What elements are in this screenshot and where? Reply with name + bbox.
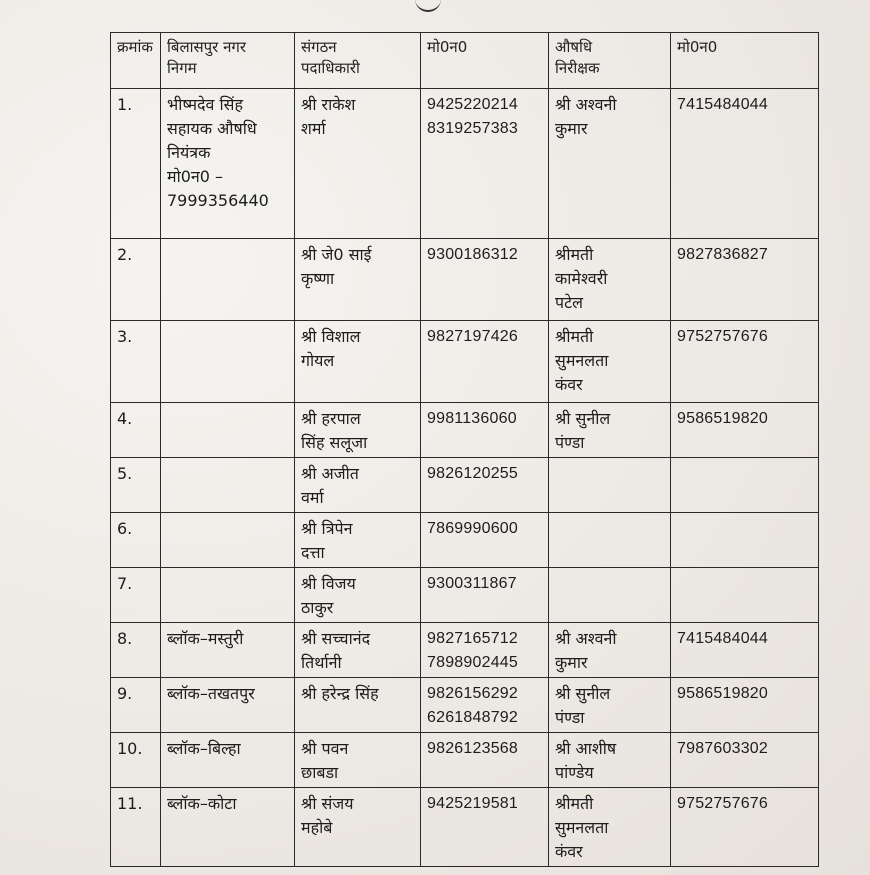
cell-area: भीष्मदेव सिंह सहायक औषधि नियंत्रक मो0न0 – 7999356440 bbox=[161, 89, 295, 239]
cell-inspector bbox=[549, 458, 671, 513]
table-row bbox=[111, 89, 819, 239]
cell-inspector: श्रीमती सुमनलता कंवर bbox=[549, 788, 671, 867]
cell-serial: 1. bbox=[111, 89, 161, 239]
cell-inspector: श्री अश्वनी कुमार bbox=[549, 89, 671, 239]
cell-bearer-mobile: 7869990600 bbox=[421, 513, 549, 568]
cell-bearer: श्री विजय ठाकुर bbox=[295, 568, 421, 623]
header-mobile-2: मो0न0 bbox=[671, 33, 819, 89]
cell-bearer: श्री पवन छाबडा bbox=[295, 733, 421, 788]
cell-inspector-mobile: 9586519820 bbox=[671, 678, 819, 733]
cell-bearer: श्री त्रिपेन दत्ता bbox=[295, 513, 421, 568]
cell-bearer-mobile: 9300311867 bbox=[421, 568, 549, 623]
table-row bbox=[111, 403, 819, 458]
cell-serial: 5. bbox=[111, 458, 161, 513]
table-row bbox=[111, 568, 819, 623]
cell-area: ब्लॉक–मस्तुरी bbox=[161, 623, 295, 678]
header-nagar-nigam: बिलासपुर नगर निगम bbox=[161, 33, 295, 89]
cell-bearer-mobile: 9826120255 bbox=[421, 458, 549, 513]
cell-serial: 8. bbox=[111, 623, 161, 678]
cell-bearer-mobile: 9981136060 bbox=[421, 403, 549, 458]
cell-inspector: श्रीमती सुमनलता कंवर bbox=[549, 321, 671, 403]
cell-serial: 3. bbox=[111, 321, 161, 403]
cell-area bbox=[161, 513, 295, 568]
header-drug-inspector: औषधि निरीक्षक bbox=[549, 33, 671, 89]
cell-bearer-mobile: 9827165712 7898902445 bbox=[421, 623, 549, 678]
cell-inspector-mobile: 7415484044 bbox=[671, 89, 819, 239]
cell-inspector-mobile: 9827836827 bbox=[671, 239, 819, 321]
cell-serial: 4. bbox=[111, 403, 161, 458]
cell-inspector-mobile bbox=[671, 513, 819, 568]
cell-area bbox=[161, 239, 295, 321]
cell-inspector bbox=[549, 513, 671, 568]
cell-inspector: श्री सुनील पंण्डा bbox=[549, 678, 671, 733]
table-row bbox=[111, 733, 819, 788]
cell-bearer-mobile: 9300186312 bbox=[421, 239, 549, 321]
cell-bearer: श्री हरेन्द्र सिंह bbox=[295, 678, 421, 733]
table-row bbox=[111, 623, 819, 678]
cell-inspector-mobile bbox=[671, 458, 819, 513]
header-office-bearer: संगठन पदाधिकारी bbox=[295, 33, 421, 89]
cell-inspector: श्री आशीष पांण्डेय bbox=[549, 733, 671, 788]
table-row bbox=[111, 458, 819, 513]
cell-inspector: श्री सुनील पंण्डा bbox=[549, 403, 671, 458]
cell-bearer-mobile: 9425220214 8319257383 bbox=[421, 89, 549, 239]
cell-bearer: श्री जे0 साई कृष्णा bbox=[295, 239, 421, 321]
cell-bearer: श्री अजीत वर्मा bbox=[295, 458, 421, 513]
cell-bearer-mobile: 9827197426 bbox=[421, 321, 549, 403]
header-serial: क्रमांक bbox=[111, 33, 161, 89]
cell-inspector-mobile bbox=[671, 568, 819, 623]
cell-inspector-mobile: 7987603302 bbox=[671, 733, 819, 788]
cell-serial: 7. bbox=[111, 568, 161, 623]
cell-inspector-mobile: 9752757676 bbox=[671, 788, 819, 867]
header-mobile-1: मो0न0 bbox=[421, 33, 549, 89]
table-row bbox=[111, 788, 819, 867]
table-row bbox=[111, 513, 819, 568]
cell-area bbox=[161, 403, 295, 458]
cell-bearer: श्री राकेश शर्मा bbox=[295, 89, 421, 239]
cell-inspector bbox=[549, 568, 671, 623]
cell-inspector-mobile: 7415484044 bbox=[671, 623, 819, 678]
contact-table bbox=[110, 32, 819, 867]
cell-inspector-mobile: 9586519820 bbox=[671, 403, 819, 458]
table-row bbox=[111, 239, 819, 321]
cell-area bbox=[161, 568, 295, 623]
cell-bearer: श्री सच्चानंद तिर्थानी bbox=[295, 623, 421, 678]
cell-serial: 9. bbox=[111, 678, 161, 733]
cell-area: ब्लॉक–बिल्हा bbox=[161, 733, 295, 788]
handwritten-mark bbox=[415, 0, 441, 12]
cell-inspector: श्रीमती कामेश्वरी पटेल bbox=[549, 239, 671, 321]
cell-serial: 11. bbox=[111, 788, 161, 867]
cell-inspector: श्री अश्वनी कुमार bbox=[549, 623, 671, 678]
cell-area: ब्लॉक–तखतपुर bbox=[161, 678, 295, 733]
cell-bearer-mobile: 9425219581 bbox=[421, 788, 549, 867]
cell-bearer-mobile: 9826156292 6261848792 bbox=[421, 678, 549, 733]
cell-bearer: श्री संजय महोबे bbox=[295, 788, 421, 867]
table-row bbox=[111, 321, 819, 403]
cell-area bbox=[161, 458, 295, 513]
cell-serial: 2. bbox=[111, 239, 161, 321]
cell-bearer: श्री विशाल गोयल bbox=[295, 321, 421, 403]
cell-area bbox=[161, 321, 295, 403]
table-header-row bbox=[111, 33, 819, 89]
table-row bbox=[111, 678, 819, 733]
cell-serial: 6. bbox=[111, 513, 161, 568]
cell-serial: 10. bbox=[111, 733, 161, 788]
cell-bearer: श्री हरपाल सिंह सलूजा bbox=[295, 403, 421, 458]
cell-bearer-mobile: 9826123568 bbox=[421, 733, 549, 788]
cell-area: ब्लॉक–कोटा bbox=[161, 788, 295, 867]
cell-inspector-mobile: 9752757676 bbox=[671, 321, 819, 403]
